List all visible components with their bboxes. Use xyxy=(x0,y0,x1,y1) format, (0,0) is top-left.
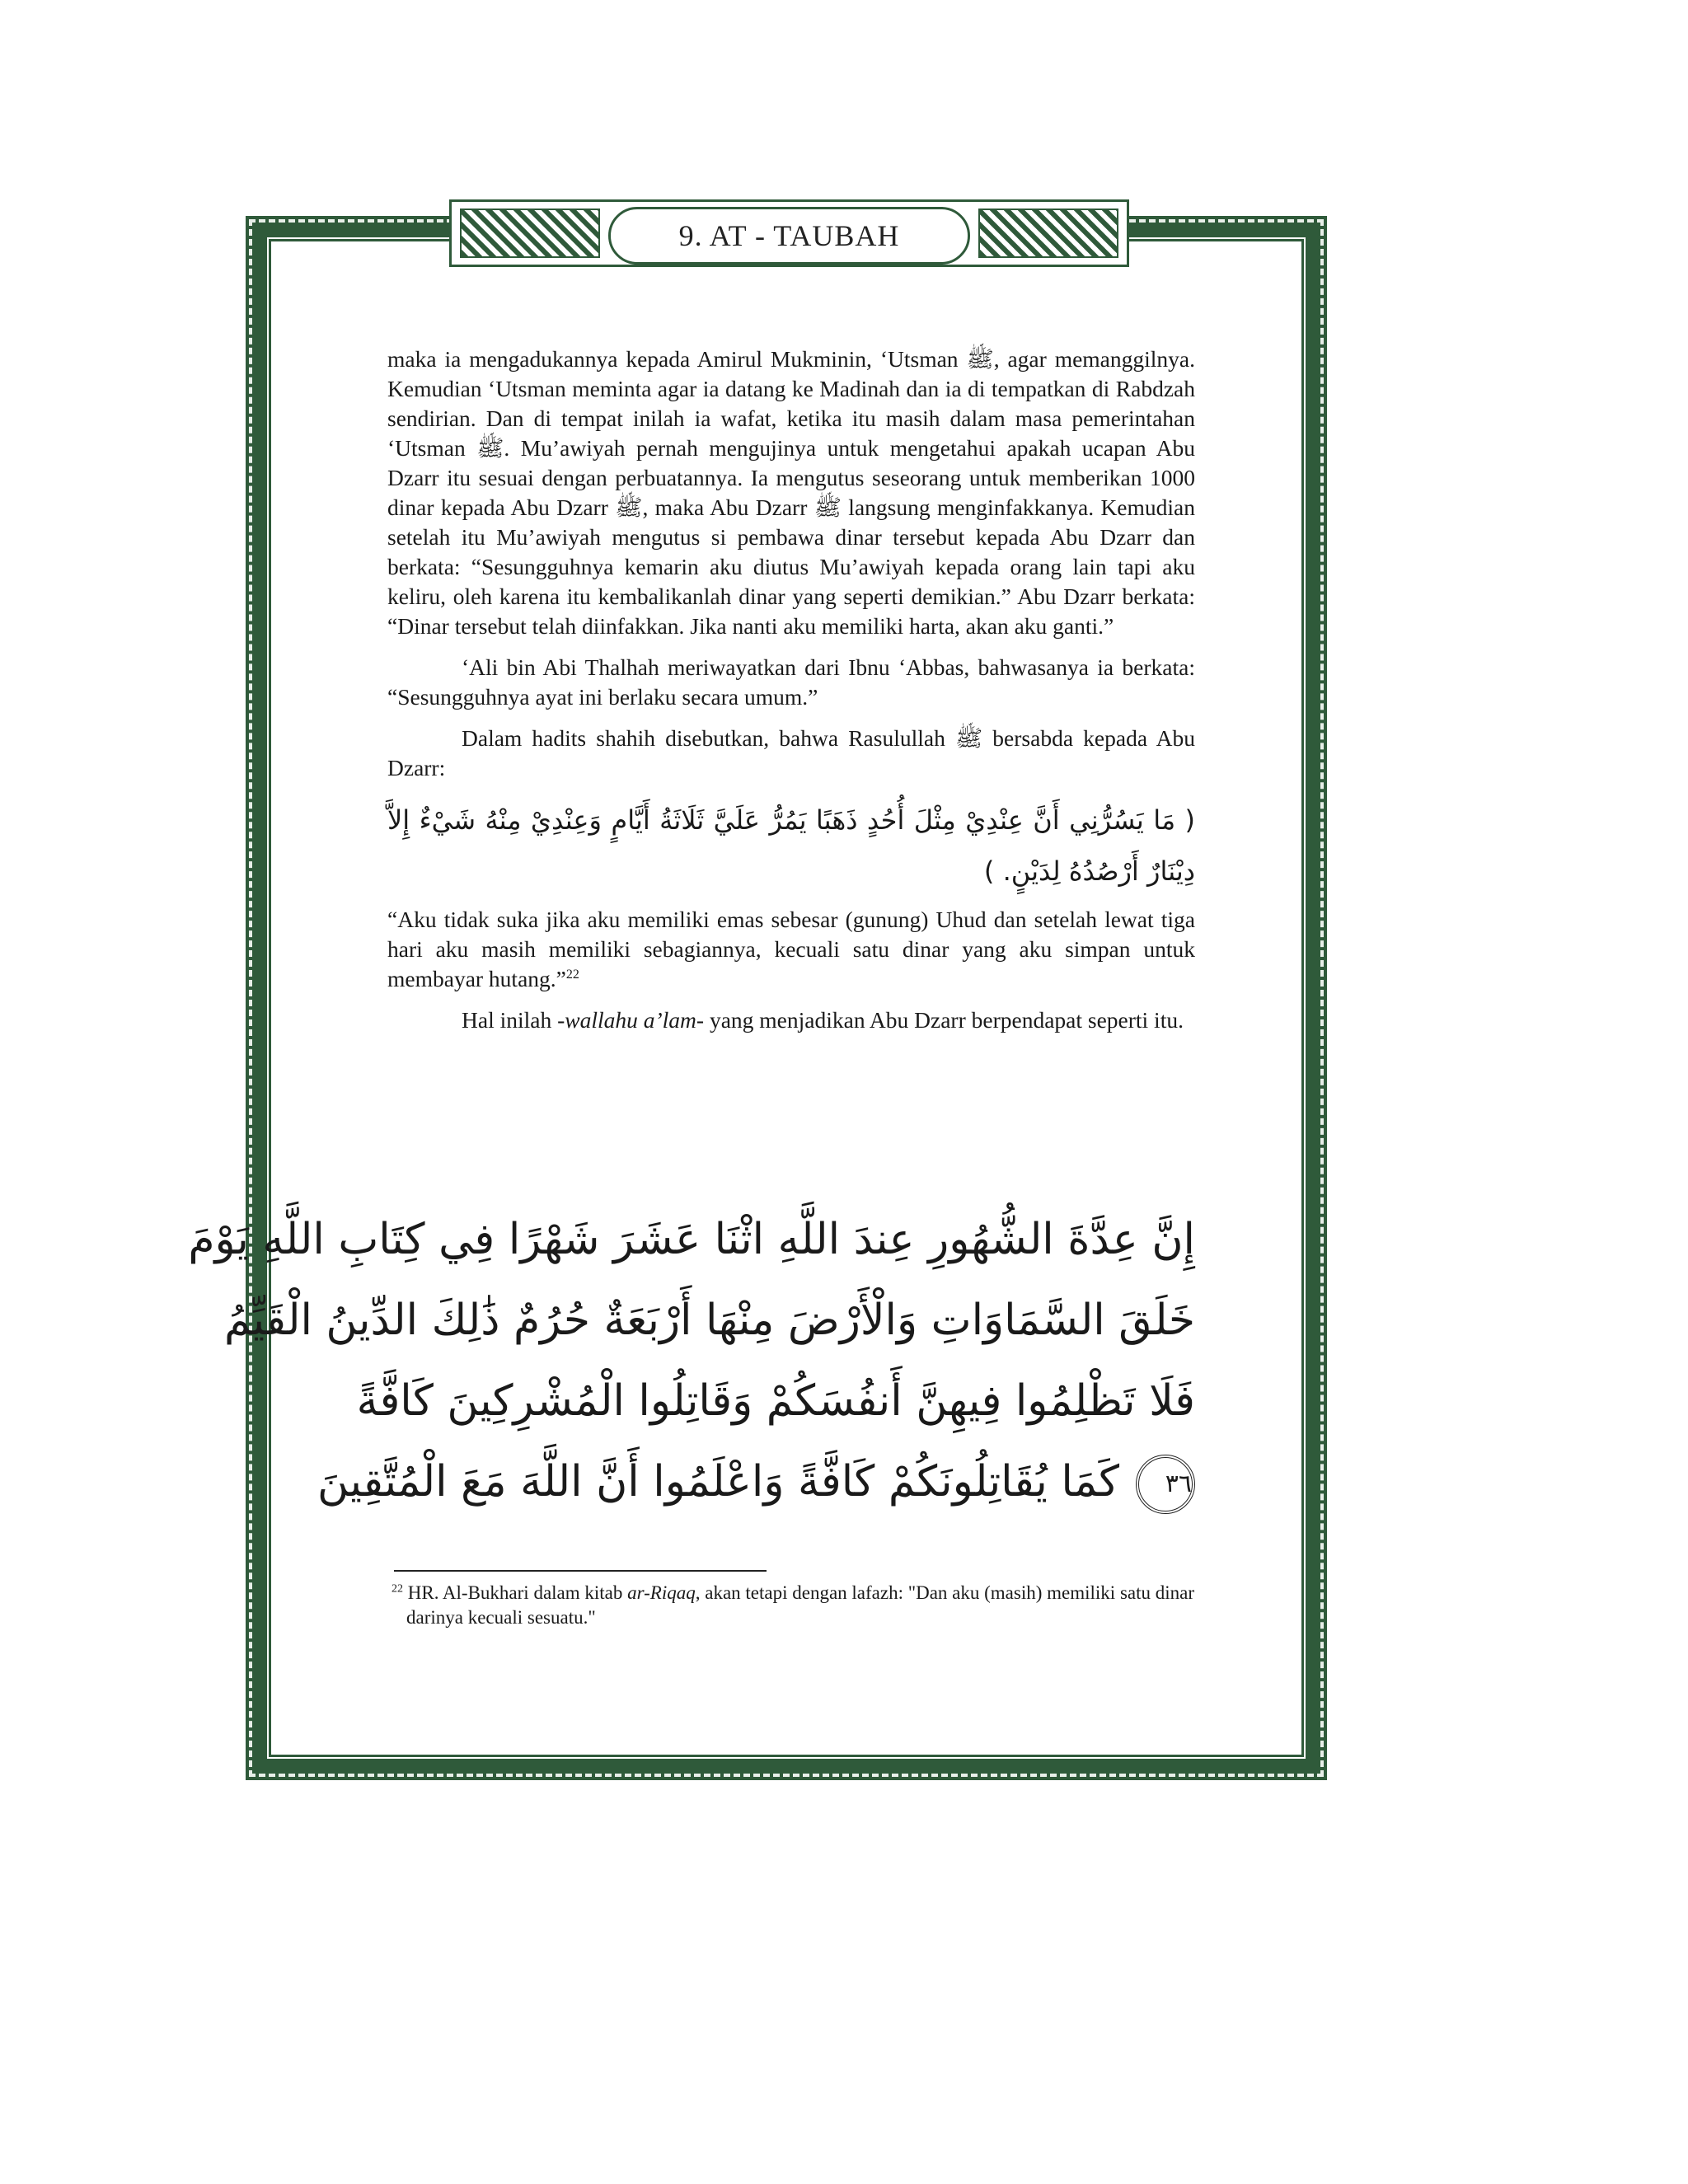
quran-line-1: إِنَّ عِدَّةَ الشُّهُورِ عِندَ اللَّهِ اثْنَا عَشَرَ شَهْرًا فِي كِتَابِ اللَّهِ يَوْمَ xyxy=(188,1215,1195,1264)
paragraph-5-start: Hal inilah xyxy=(462,1007,558,1033)
ayah-number-marker: ٣٦ xyxy=(1136,1455,1195,1514)
body-text xyxy=(387,344,1195,1047)
quran-line-4 xyxy=(316,1441,1195,1522)
footnote-number: 22 xyxy=(392,1582,403,1596)
footnote-ref[interactable]: 22 xyxy=(565,967,579,982)
chapter-header-banner xyxy=(449,199,1129,267)
ornament-right-icon xyxy=(978,209,1118,258)
footnote xyxy=(392,1581,1210,1630)
paragraph-1: maka ia mengadukannya kepada Amirul Mukminin, ‘Utsman ﷺ, agar memanggilnya. Kemudian ‘Utsman meminta agar ia datang ke Madinah dan ia di tempatkan di Rabdzah sendirian. Dan di tempat inilah ia wafat, ketika itu masih dalam masa pemerintahan ‘Utsman ﷺ. Mu’awiyah pernah mengujinya untuk mengetahui apakah ucapan Abu Dzarr itu sesuai dengan perbuatannya. Ia mengutus seseorang untuk memberikan 1000 dinar kepada Abu Dzarr ﷺ, maka Abu Dzarr ﷺ langsung menginfakkanya. Kemudian setelah itu Mu’awiyah mengutus si pembawa dinar tersebut kepada Abu Dzarr dan berkata: “Sesungguhnya kemarin aku diutus Mu’awiyah kepada orang lain tapi aku keliru, oleh karena itu kembalikanlah dinar yang seperti demikian.” Abu Dzarr berkata: “Dinar tersebut telah diinfakkan. Jika nanti aku memiliki harta, akan aku ganti.” xyxy=(387,346,1195,639)
hadith-arabic: ( مَا يَسُرُّنِي أَنَّ عِنْدِيْ مِثْلَ أُحُدٍ ذَهَبًا يَمُرُّ عَلَيَّ ثَلَاثَةُ أَيَّامٍ وَعِنْدِيْ مِنْهُ شَيْءٌ إِلاَّ دِيْنَارٌ أَرْصُدُهُ لِدَيْنٍ. ) xyxy=(387,804,1195,887)
paragraph-3: Dalam hadits shahih disebutkan, bahwa Rasulullah ﷺ bersabda kepada Abu Dzarr: xyxy=(387,725,1195,780)
chapter-title: 9. AT - TAUBAH xyxy=(678,219,900,252)
quran-line-4-text: كَمَا يُقَاتِلُونَكُمْ كَافَّةً وَاعْلَمُوا أَنَّ اللَّهَ مَعَ الْمُتَّقِينَ xyxy=(316,1457,1119,1507)
paragraph-5-em: -wallahu a’lam- xyxy=(557,1007,705,1033)
paragraph-2: ‘Ali bin Abi Thalhah meriwayatkan dari Ibnu ‘Abbas, bahwasanya ia berkata: “Sesungguhnya ayat ini berlaku secara umum.” xyxy=(387,654,1195,710)
hadith-translation: “Aku tidak suka jika aku memiliki emas sebesar (gunung) Uhud dan setelah lewat tiga hari aku masih memiliki sebagiannya, kecuali satu dinar yang aku simpan untuk membayar hutang.” xyxy=(387,907,1195,991)
quran-verse-block xyxy=(188,1199,1195,1522)
quran-line-2: خَلَقَ السَّمَاوَاتِ وَالْأَرْضَ مِنْهَا أَرْبَعَةٌ حُرُمٌ ذَٰلِكَ الدِّينُ الْقَيِّمُ xyxy=(224,1296,1195,1345)
footnote-text-start: HR. Al-Bukhari dalam kitab xyxy=(403,1582,628,1603)
ornament-left-icon xyxy=(460,209,600,258)
footnote-divider xyxy=(394,1570,767,1572)
chapter-title-cartouche xyxy=(608,207,970,265)
quran-line-3: فَلَا تَظْلِمُوا فِيهِنَّ أَنفُسَكُمْ وَقَاتِلُوا الْمُشْرِكِينَ كَافَّةً xyxy=(356,1376,1195,1426)
footnote-text-em: ar-Riqaq xyxy=(627,1582,696,1603)
paragraph-5 xyxy=(387,1005,1195,1035)
footnote-text-end: , akan tetapi dengan lafazh: "Dan aku (masih) memiliki satu dinar darinya kecuali sesuatu." xyxy=(406,1582,1195,1628)
paragraph-5-end: yang menjadikan Abu Dzarr berpendapat seperti itu. xyxy=(704,1007,1184,1033)
paragraph-4 xyxy=(387,905,1195,994)
